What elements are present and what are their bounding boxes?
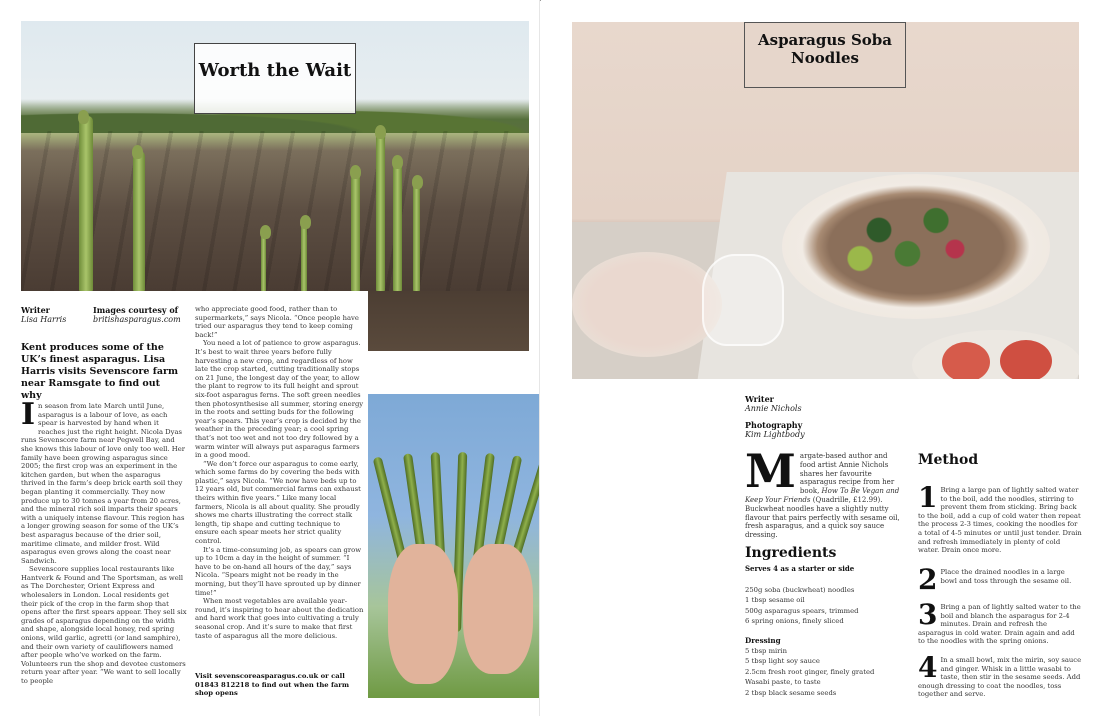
recipe-intro <box>745 444 905 540</box>
asparagus-spear <box>413 181 420 291</box>
empty-plate <box>572 252 722 357</box>
paragraph: “We don’t force our asparagus to come early, which some farms do by covering the beds with plastic,” says Nicola. “We now have beds up to 12 years old, but commercial farms can exhaust theirs within five years.” Like many local farmers, Nicola is all about quality. She proudly shows me charts illustrating the correct stalk length, tip shape and cutting technique to ensure each spear meets her strict quality control. <box>195 459 361 546</box>
water-glass <box>702 254 784 346</box>
recipe-writer-credit <box>745 394 802 414</box>
method-heading: Method <box>918 452 979 468</box>
asparagus-spear <box>351 171 360 291</box>
field-rows <box>21 131 529 291</box>
asparagus-spear <box>376 131 385 291</box>
asparagus-bunch-photo <box>368 394 540 698</box>
dropcap: M <box>745 444 796 498</box>
paragraph: When most vegetables are available year-round, it’s inspiring to hear about the dedication and hard work that goes into cultivating a truly seasonal crop. And it’s sure to make that first taste of asparagus all the more delicious. <box>195 597 364 640</box>
paragraph: You need a lot of patience to grow asparagus. It’s best to wait three years before fully harvesting a new crop, and regardless of how late the crop started, cutting traditionally stops on 21 June, the longest day of the year, to allow the plant to regrow to its full height and sprout six-foot asparagus ferns. The soft green needles then photosynthesise all summer, storing energy in the roots and setting buds for the following year’s spears. This year’s crop is decided by the weather in the preceding year; a cool spring that’s not too wet and not too dry followed by a warm winter will always put asparagus farmers in a good mood. <box>195 339 364 460</box>
article-title: Worth the Wait <box>194 43 356 114</box>
article-column-2 <box>195 305 365 640</box>
dropcap: I <box>21 397 36 432</box>
dressing-item: 5 tbsp mirin <box>745 647 787 655</box>
paragraph <box>21 397 187 565</box>
step-number: 4 <box>918 651 938 684</box>
writer-credit <box>21 305 66 325</box>
step-number: 3 <box>918 598 938 631</box>
ingredient-item: 6 spring onions, finely sliced <box>745 617 844 626</box>
left-hand <box>388 544 458 684</box>
right-hand <box>463 544 533 674</box>
method-step <box>918 598 1083 646</box>
dressing-heading: Dressing <box>745 636 781 645</box>
asparagus-spear <box>133 151 145 291</box>
paragraph: It’s a time-consuming job, as spears can grow up to 10cm a day in the height of summer. “I have to be on-hand all hours of the day,” says Nicola. “Spears might not be ready in the morning, but they’ll have sprouted up by dinner time!” <box>195 545 362 597</box>
ingredient-item: 250g soba (buckwheat) noodles <box>745 586 855 594</box>
step-number: 2 <box>918 563 938 596</box>
left-page <box>0 0 540 716</box>
dressing-item: 2 tbsp black sesame seeds <box>745 688 837 697</box>
book-title: How To Be Vegan and Keep Your Friends <box>745 487 900 504</box>
paragraph: who appreciate good food, rather than to supermarkets,” says Nicola. “Once people have tried our asparagus they tend to keep coming back!” <box>195 305 359 339</box>
dressing-item: 2.5cm fresh root ginger, finely grated <box>745 667 875 676</box>
standfirst: Kent produces some of the UK’s finest asparagus. Lisa Harris visits Sevenscore farm near Ramsgate to find out why <box>21 342 179 401</box>
ingredients-heading: Ingredients <box>745 545 837 561</box>
method-step <box>918 651 1083 699</box>
paragraph <box>745 444 905 540</box>
article-column-1 <box>21 397 187 686</box>
asparagus-spear <box>261 231 266 291</box>
step-text: Place the drained noodles in a large bowl and toss through the sesame oil. <box>940 568 1072 585</box>
serves-note: Serves 4 as a starter or side <box>745 564 855 573</box>
noodle-bowl <box>782 174 1050 319</box>
intro-text-2: (Quadrille, £12.99). Buckwheat noodles have a slightly nutty flavour that pairs perfectly with sesame oil, fresh asparagus, and a quick soy sauce dressing. <box>745 495 900 540</box>
intro-text: argate-based author and food artist Annie Nichols shares her favourite asparagus recipe from her book, <box>799 452 895 496</box>
asparagus-spear <box>393 161 402 291</box>
writer-label: Writer <box>21 305 50 315</box>
ingredient-item: 1 tbsp sesame oil <box>745 596 805 605</box>
recipe-title: Asparagus Soba Noodles <box>744 22 906 88</box>
photographer-name: Kim Lightbody <box>745 430 805 439</box>
field-photo-extension <box>368 291 529 351</box>
method-step <box>918 563 1083 596</box>
step-text: In a small bowl, mix the mirin, soy sauce and ginger. Whisk in a little wasabi to taste, then stir in the sesame seeds. Add enough dressing to coat the noodles, toss together and serve. <box>918 656 1082 699</box>
paragraph: Sevenscore supplies local restaurants like Hantverk & Found and The Sportsman, as well as The Dorchester, Orient Express and wholesalers in London. Local residents get their pick of the crop in the farm shop that opens after the first spears appear. They sell six grades of asparagus depending on the width and shape, alongside local honey, red spring onions, wild garlic, agretti (or land samphire), and their own variety of cauliflowers named after people who’ve worked on the farm. Volunteers run the shop and devotee customers return year after year. “We want to sell locally to people <box>21 565 187 685</box>
ingredient-item: 500g asparagus spears, trimmed <box>745 606 859 615</box>
step-text: Bring a large pan of lightly salted water to the boil, add the noodles, stirring to prevent them from sticking. Bring back to the boil, add a cup of cold water then repeat the process 2-3 times, cooking the noodles for a total of 4-5 minutes or until just tender. Drain and refresh immediately in plenty of cold water. Drain once more. <box>918 486 1082 555</box>
step-number: 1 <box>918 481 938 514</box>
images-source: britishasparagus.com <box>93 315 181 324</box>
images-credit <box>93 305 181 325</box>
visit-info: Visit sevenscoreasparagus.co.uk or call 01843 812218 to find out when the farm shop opens <box>195 672 350 698</box>
paragraph-text: n season from late March until June, asparagus is a labour of love, as each spear is harvested by hand when it reaches just the right height. Nicola Dyas runs Sevenscore farm near Pegwell Bay, and she knows this labour of love only too well. Her family have been growing asparagus since 2005; the first crop was an experiment in the kitchen garden, but when the asparagus thrived in the farm’s deep brick earth soil they began planting it commercially. They now produce up to 30 tonnes a year from 20 acres, and the mineral rich soil imparts their spears with a uniquely intense flavour. This region has a longer growing season for some of the UK’s best asparagus because of the drier soil, maritime climate, and milder frost. Wild asparagus even grows along the coast near Sandwich. <box>21 402 185 565</box>
photography-credit <box>745 420 805 440</box>
writer-name: Lisa Harris <box>21 315 67 324</box>
ingredients-list <box>745 585 859 627</box>
dressing-item: 5 tbsp light soy sauce <box>745 657 820 666</box>
dressing-list <box>745 646 874 698</box>
method-step <box>918 481 1083 555</box>
writer-label: Writer <box>745 394 774 404</box>
images-label: Images courtesy of <box>93 305 179 315</box>
dressing-item: Wasabi paste, to taste <box>745 678 821 687</box>
asparagus-garnish <box>822 192 1012 287</box>
photography-label: Photography <box>745 420 803 430</box>
asparagus-spear <box>301 221 307 291</box>
writer-name: Annie Nichols <box>745 404 802 413</box>
step-text: Bring a pan of lightly salted water to the boil and blanch the asparagus for 2-4 minutes. Drain and refresh the asparagus in cold water. Drain again and add to the noodles with the spring onions. <box>918 603 1081 646</box>
asparagus-spear <box>79 116 93 291</box>
